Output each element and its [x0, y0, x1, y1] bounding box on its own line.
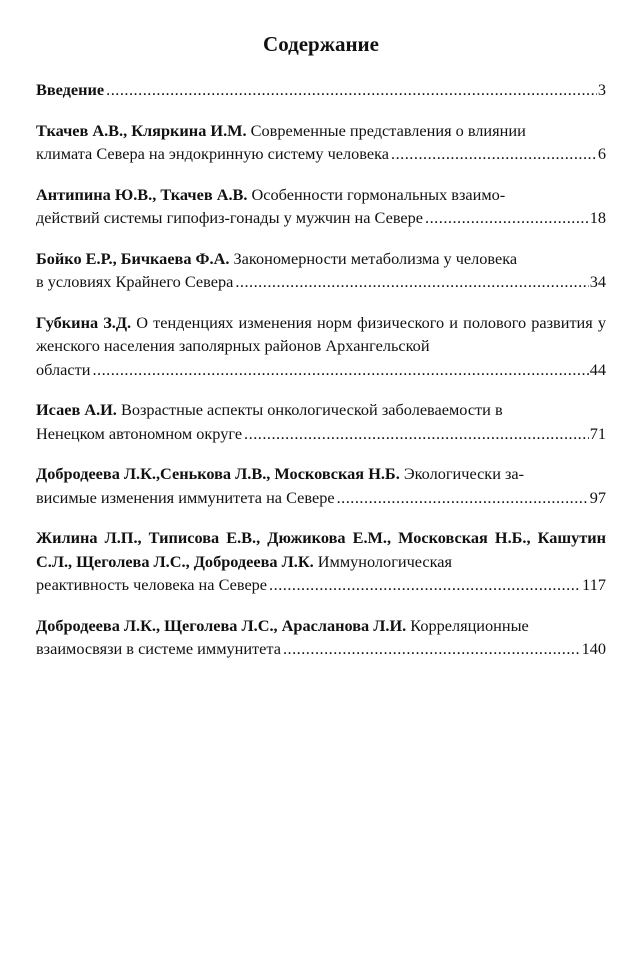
toc-entry-title-end: климата Севера на эндокринную систему человека [36, 144, 390, 163]
toc-entry-title: Закономерности метаболизма у человека [233, 248, 518, 268]
toc-entry-title: Введение [36, 80, 105, 99]
contents-page [36, 30, 606, 678]
toc-entry-authors: Исаев А.И. [36, 400, 117, 419]
dot-leader [283, 637, 581, 661]
toc-entry-page: 3 [597, 80, 606, 99]
toc-entry[interactable] [36, 311, 606, 382]
toc-entry-last-line [36, 78, 606, 102]
toc-entry[interactable] [36, 119, 606, 166]
toc-entry-page: 34 [589, 272, 606, 291]
toc-entry-last-line [36, 142, 606, 166]
toc-entry-title: Современные представления о влиянии [250, 120, 526, 140]
toc-entry[interactable] [36, 247, 606, 294]
toc-entry-heading [36, 614, 606, 638]
dot-leader [391, 142, 597, 166]
dot-leader [235, 270, 588, 294]
toc-entry-page: 97 [589, 487, 606, 507]
toc-entry[interactable] [36, 462, 606, 509]
page-title: Содержание [263, 32, 379, 56]
toc-entry-authors: Антипина Ю.В., Ткачев А.В. [36, 184, 248, 204]
toc-entry-last-line [36, 270, 606, 294]
toc-entry-introduction[interactable] [36, 78, 606, 102]
dot-leader [425, 206, 589, 230]
toc-entry-title-end: в условиях Крайнего Севера [36, 272, 234, 291]
dot-leader [92, 358, 588, 382]
toc-list [36, 78, 606, 661]
dot-leader [106, 78, 597, 102]
dot-leader [337, 486, 589, 510]
toc-entry-authors: Жилина Л.П., Типисова Е.В., Дюжикова Е.М., Московская Н.Б., Кашутин С.Л., Щеголева Л.С., Добродеева Л.К. [36, 528, 606, 571]
dot-leader [244, 422, 589, 446]
toc-entry-heading [36, 183, 606, 207]
toc-entry-page: 140 [581, 639, 606, 658]
toc-entry-title: Возрастные аспекты онкологической заболеваемости в [120, 400, 503, 419]
toc-entry-last-line [36, 358, 606, 382]
dot-leader [269, 573, 581, 597]
toc-entry-title: Иммунологическая [317, 551, 453, 571]
toc-entry-last-line [36, 422, 606, 446]
toc-entry-authors: Ткачев А.В., Кляркина И.М. [36, 120, 247, 140]
toc-entry-last-line [36, 573, 606, 597]
toc-entry-heading [36, 526, 606, 573]
toc-entry-title-end: Ненецком автономном округе [36, 423, 243, 443]
toc-entry-title-end: области [36, 359, 91, 379]
toc-entry-title-end: реактивность человека на Севере [36, 575, 268, 594]
toc-entry-authors: Бойко Е.Р., Бичкаева Ф.А. [36, 248, 230, 268]
toc-entry[interactable] [36, 183, 606, 230]
toc-entry-last-line [36, 637, 606, 661]
toc-entry-page: 117 [582, 575, 606, 594]
toc-entry-heading [36, 119, 606, 143]
toc-entry-heading [36, 311, 606, 358]
toc-entry-last-line [36, 486, 606, 510]
toc-entry-last-line [36, 206, 606, 230]
toc-entry-authors: Добродеева Л.К., Щеголева Л.С., Арасланова Л.И. [36, 615, 407, 635]
toc-entry[interactable] [36, 614, 606, 661]
toc-entry-title: Корреляционные [410, 615, 529, 635]
toc-entry-authors: Добродеева Л.К.,Сенькова Л.В., Московская Н.Б. [36, 464, 400, 483]
toc-entry-page: 71 [589, 423, 606, 443]
toc-entry-page: 6 [597, 144, 606, 163]
toc-entry-title-end: взаимосвязи в системе иммунитета [36, 639, 281, 658]
toc-entry[interactable] [36, 398, 606, 445]
toc-entry-title-end: действий системы гипофиз-гонады у мужчин на Севере [36, 208, 424, 227]
toc-entry-title: Экологически за- [403, 464, 525, 483]
toc-entry-title-end: висимые изменения иммунитета на Севере [36, 487, 335, 507]
toc-entry-heading [36, 247, 606, 271]
toc-entry-heading [36, 462, 606, 486]
toc-entry[interactable] [36, 526, 606, 597]
toc-entry-title: Особенности гормональных взаимо- [251, 184, 506, 204]
toc-entry-title: О тенденциях изменения норм физического и полового развития у женского населения заполярных районов Архангельской [36, 312, 607, 355]
toc-entry-page: 44 [589, 359, 606, 379]
toc-entry-page: 18 [589, 208, 606, 227]
toc-entry-authors: Губкина З.Д. [36, 312, 132, 332]
toc-entry-heading [36, 398, 606, 422]
